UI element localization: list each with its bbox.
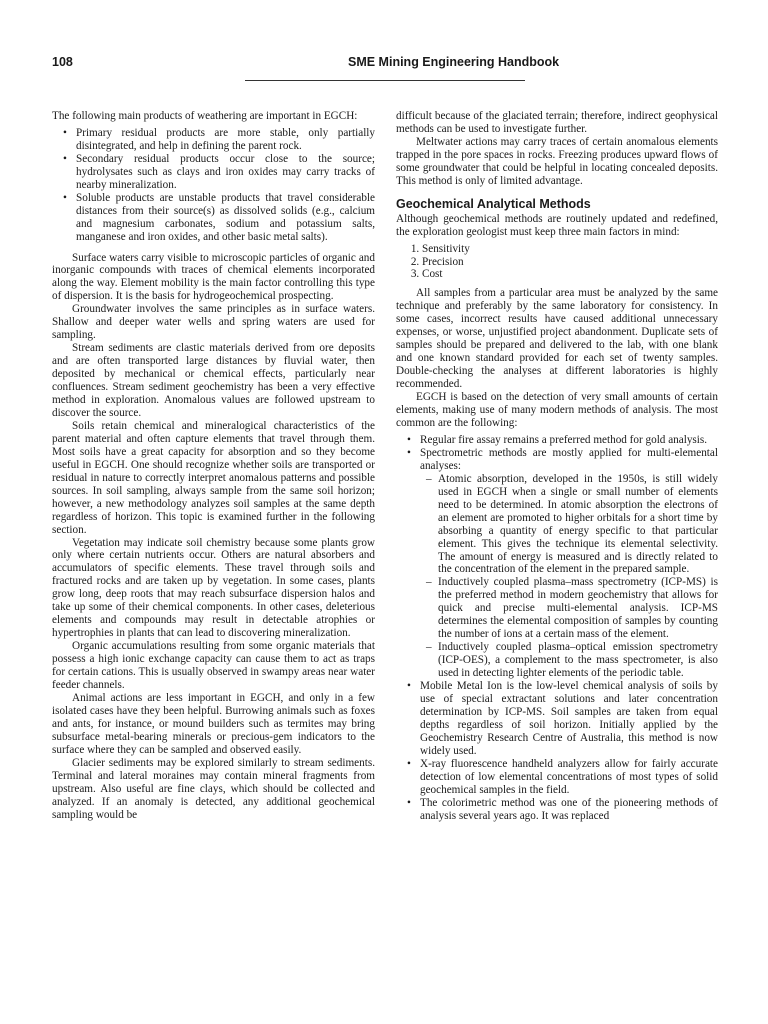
list-item: • Regular fire assay remains a preferred method for gold analysis. (420, 434, 718, 447)
left-column (52, 110, 375, 821)
paragraph-continuation: difficult because of the glaciated terrain; therefore, indirect geophysical methods can be used to investigate further. (396, 110, 718, 135)
weathering-intro: The following main products of weathering are important in EGCH: (52, 110, 358, 122)
list-item (420, 447, 718, 680)
list-item: 2. Precision (422, 256, 718, 269)
paragraph-meltwater: Meltwater actions may carry traces of certain anomalous elements trapped in the pore spaces in rocks. Freezing produces upward flows of some groundwater that could be helpful in locating concealed deposits. This method is only of limited advantage. (396, 135, 718, 187)
paragraph-animal-actions: Animal actions are less important in EGCH, and only in a few isolated cases have they been helpful. Burrowing animals such as foxes and ants, for instance, or mound builders such as termites may bring subsurface metal-bearing minerals or precious-gem indicators to the surface where they can be sampled and observed easily. (52, 691, 375, 756)
sub-list-item: – Atomic absorption, developed in the 1950s, is still widely used in EGCH when a single or small number of elements need to be determined. In atomic absorption the electrons of an element are promoted to higher orbitals for a short time by absorbing a quantity of energy specific to that particular element. This gives the technique its elemental selectivity. The amount of energy is measured and is directly related to the concentration of the element in the prepared sample. (438, 473, 718, 577)
spectrometric-text: Spectrometric methods are mostly applied for multi-elemental analyses: (420, 446, 718, 472)
paragraph-surface-waters: Surface waters carry visible to microscopic particles of organic and inorganic compounds with traces of chemical elements incorporated along the way. Element mobility is the main factor controlling this type of dispersion. It is the basis for hydrogeochemical prospecting. (52, 251, 375, 303)
list-item: 1. Sensitivity (422, 243, 718, 256)
paragraph-stream-sediments: Stream sediments are clastic materials derived from ore deposits and are often transported large distances by fluvial water, then deposited by mechanical or chemical effects, particularly near confluences. Stream sediment geochemistry has been a very effective method in exploration. Anomalous values are followed upstream to discover the source. (52, 342, 375, 419)
paragraph-groundwater: Groundwater involves the same principles as in surface waters. Shallow and deeper water wells and spring waters are used for sampling. (52, 303, 375, 342)
page-header (50, 55, 718, 75)
section-intro: Although geochemical methods are routinely updated and redefined, the exploration geologist must keep three main factors in mind: (396, 212, 718, 238)
sub-list-item: – Inductively coupled plasma–optical emission spectrometry (ICP-OES), a complement to the mass spectrometer, is also used in detecting lighter elements of the periodic table. (438, 641, 718, 680)
list-item: • Primary residual products are more stable, only partially disintegrated, and help in defining the parent rock. (76, 127, 375, 153)
list-item: • Secondary residual products occur close to the source; hydrolysates such as clays and iron oxides may carry tracks of nearby mineralization. (76, 153, 375, 192)
list-item: • Soluble products are unstable products that travel considerable distances from their source(s) as dissolved solids (e.g., calcium and magnesium carbonates, sodium and potassium salts, manganese and iron oxides, and other basic metal salts). (76, 192, 375, 244)
paragraph-glacier-sediments: Glacier sediments may be explored similarly to stream sediments. Terminal and lateral moraines may contain mineral fragments from upstream. Also useful are fine clays, which should be collected and analyzed. If an anomaly is detected, any additional geochemical sampling would be (52, 756, 375, 821)
analysis-methods-list (396, 434, 718, 823)
sub-list-item: – Inductively coupled plasma–mass spectrometry (ICP-MS) is the preferred method in modern geochemistry that allows for quick and precise multi-elemental analysis. ICP-MS determines the elemental composition of samples by counting the number of ions at a certain mass of the element. (438, 576, 718, 641)
paragraph-egch: EGCH is based on the detection of very small amounts of certain elements, making use of many modern methods of analysis. The most common are the following: (396, 391, 718, 429)
list-item: • Mobile Metal Ion is the low-level chemical analysis of soils by use of special extractant solutions and later concentration determination by ICP-MS. Soil samples are taken from equal depths regardless of soil horizon. Initially applied by the Geochemistry Research Centre of Australia, this method is now widely used. (420, 680, 718, 758)
paragraph-samples: All samples from a particular area must be analyzed by the same technique and preferably by the same laboratory for consistency. In some cases, incorrect results have caused additional unnecessary expenses, or worse, unjustified project abandonment. Duplicate sets of samples should be prepared and delivered to the lab, with one blank and one known standard provided for each set of twenty samples. Double-checking the analyses at different laboratories is highly recommended. (396, 287, 718, 391)
weathering-products-list (52, 127, 375, 244)
paragraph-vegetation: Vegetation may indicate soil chemistry because some plants grow only where certain nutrients occur. Others are natural absorbers and accumulators of specific elements. These travel through soils and fractured rocks and are taken up by vegetation. In some cases, plants grow long, deep roots that may reach subsurface dispersion halos and take up some of their chemical components. In other cases, deleterious elements and compounds may result in detectable atrophies or hypertrophies in plants that can lead to discovering mineralization. (52, 536, 375, 640)
list-item: • X-ray fluorescence handheld analyzers allow for fairly accurate detection of low elemental concentrations of most types of solid geochemical samples in the field. (420, 758, 718, 797)
list-item: • The colorimetric method was one of the pioneering methods of analysis several years ago. It was replaced (420, 797, 718, 823)
spectrometric-sublist (420, 473, 718, 680)
list-item: 3. Cost (422, 268, 718, 281)
running-title: SME Mining Engineering Handbook (348, 55, 560, 69)
paragraph-organic-accumulations: Organic accumulations resulting from some organic materials that possess a high ionic exchange capacity can cause them to act as traps for certain cations. This is usually observed in swampy areas near water feeder channels. (52, 640, 375, 691)
section-heading: Geochemical Analytical Methods (396, 196, 591, 211)
page-number: 108 (52, 55, 73, 69)
paragraph-soils: Soils retain chemical and mineralogical characteristics of the parent material and often capture elements that travel through them. Most soils have a great capacity for absorption and so they become useful in EGCH. One should recognize whether soils are transported or residual in nature to correctly interpret anomalous patterns and possible sources. In soil sampling, always sample from the same soil horizon; however, a new methodology analyzes soil samples at the same depth regardless of horizon. This topic is examined further in the following section. (52, 419, 375, 536)
factors-list (396, 243, 718, 282)
right-column (396, 110, 718, 823)
header-rule (245, 80, 525, 81)
